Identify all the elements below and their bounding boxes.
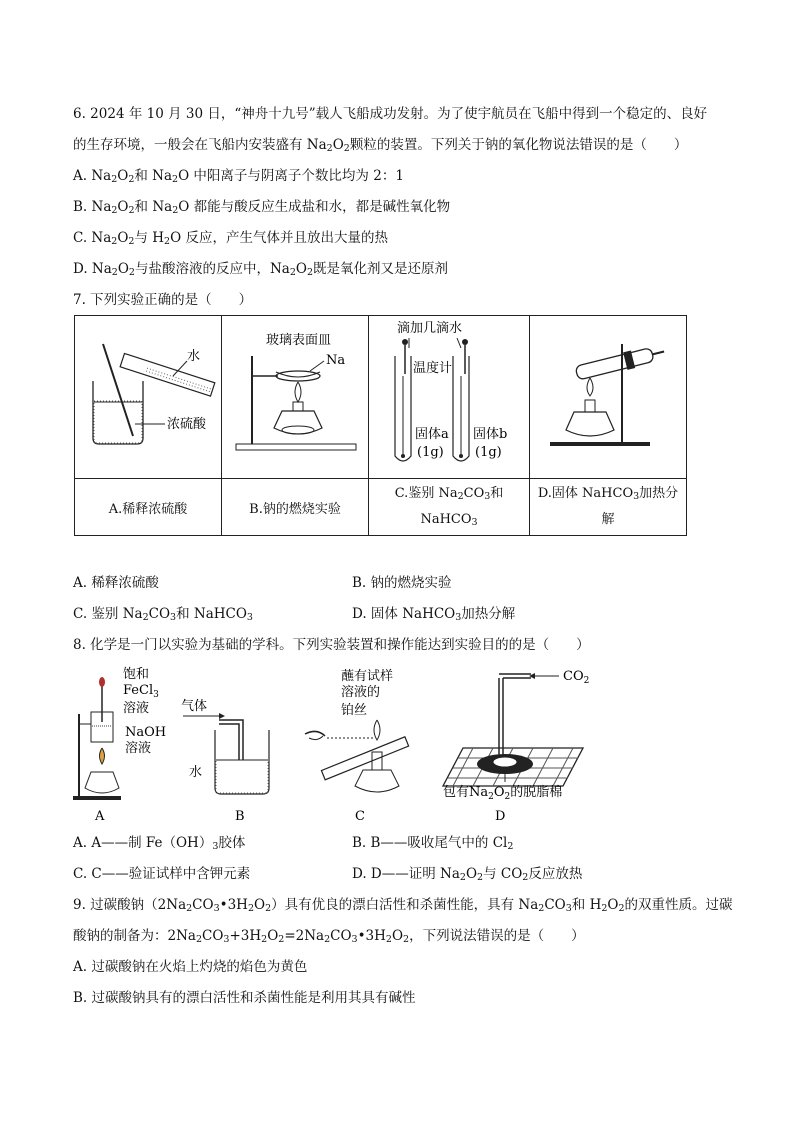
q6-option-a: A. $Na_2O_2$和 $Na_2O$ 中阳离子与阴离子个数比均为 2：1 xyxy=(73,168,404,185)
q6-stem-line1: 6. 2024 年 10 月 30 日，“神舟十九号”载人飞船成功发射。为了使宇航员在飞船中得到一个稳定的、良好 xyxy=(73,106,708,122)
mass-a-label: (1g) xyxy=(417,445,444,460)
water-label: 水 xyxy=(187,349,201,364)
gas-label: 气体 xyxy=(181,699,208,714)
q7-figure-table xyxy=(74,315,687,536)
sodium-burning-diagram xyxy=(222,316,368,478)
q8-stem: 8. 化学是一门以实验为基础的学科。下列实验装置和操作能达到实验目的的是（ ） xyxy=(73,637,590,653)
q7-option-d: D. 固体 NaHCO$_3$加热分解 xyxy=(352,606,516,623)
dish-label: 玻璃表面皿 xyxy=(266,333,332,348)
platinum-label-3: 铂丝 xyxy=(341,703,368,718)
q8-option-a: A. A——制 $Fe(OH)_3$胶体 xyxy=(73,835,246,852)
identify-carbonates-diagram xyxy=(369,316,529,478)
platinum-label-2: 溶液的 xyxy=(341,685,381,700)
q7-fig-d-cell xyxy=(530,316,687,479)
platinum-label-1: 蘸有试样 xyxy=(341,669,394,684)
q7-stem: 7. 下列实验正确的是（ ） xyxy=(73,292,253,308)
q7-caption-c: C.鉴别 $Na_2CO_3$和 NaHCO$_3$ xyxy=(369,479,530,536)
fig-d-letter: D xyxy=(495,809,506,824)
q9-stem-line1: 9. 过碳酸钠$(2Na_2CO_3•3H_2O_2)$具有优良的漂白活性和杀菌性能，具有 $Na_2CO_3$和 $H_2O_2$的双重性质。过碳 xyxy=(73,897,733,914)
acid-label: 浓硫酸 xyxy=(167,417,207,432)
na-label: Na xyxy=(326,353,346,368)
q7-caption-b: B.钠的燃烧实验 xyxy=(222,479,369,536)
q7-caption-d: D.固体 NaHCO$_3$加热分 解 xyxy=(530,479,687,536)
naoh-label: NaOH xyxy=(125,725,167,740)
sat-label: 饱和 xyxy=(123,667,150,682)
solid-b-label: 固体b xyxy=(473,427,508,442)
q6-option-c: C. $Na_2O_2$与 $H_2O$ 反应，产生气体并且放出大量的热 xyxy=(73,230,388,247)
fecl3-label: FeCl$_3$ xyxy=(123,683,159,700)
q6-option-b: B. $Na_2O_2$和 $Na_2O$ 都能与酸反应生成盐和水，都是碱性氧化物 xyxy=(73,199,451,216)
thermometer-label: 温度计 xyxy=(413,361,453,376)
fecl3-solution-label: 溶液 xyxy=(123,701,150,716)
q9-option-a: A. 过碳酸钠在火焰上灼烧的焰色为黄色 xyxy=(73,959,308,975)
q8-fig-b xyxy=(181,698,269,824)
q7-fig-a-cell xyxy=(75,316,222,479)
naoh-solution-label: 溶液 xyxy=(125,741,152,756)
mass-b-label: (1g) xyxy=(475,445,502,460)
q7-caption-a: A.稀释浓硫酸 xyxy=(75,479,222,536)
cotton-label: 包有$Na_2O_2$的脱脂棉 xyxy=(443,785,563,802)
q6-option-d: D. $Na_2O_2$与盐酸溶液的反应中，$Na_2O_2$既是氧化剂又是还原剂 xyxy=(73,261,449,278)
solid-a-label: 固体a xyxy=(415,427,449,442)
q9-option-b: B. 过碳酸钠具有的漂白活性和杀菌性能是利用其具有碱性 xyxy=(73,990,416,1006)
q8-fig-c xyxy=(305,668,409,824)
q8-option-c: C. C——验证试样中含钾元素 xyxy=(73,866,251,882)
q7-fig-c-cell xyxy=(369,316,530,479)
drops-label: 滴加几滴水 xyxy=(397,321,463,336)
q7-option-b: B. 钠的燃烧实验 xyxy=(352,575,452,591)
water-label-b: 水 xyxy=(189,765,203,780)
q7-fig-b-cell xyxy=(222,316,369,479)
heat-nahco3-diagram xyxy=(530,316,686,478)
q7-option-c: C. 鉴别 $Na_2CO_3$和 NaHCO$_3$ xyxy=(73,606,253,623)
dilute-sulfuric-acid-diagram xyxy=(75,316,221,478)
q8-apparatus-figure xyxy=(73,664,593,826)
q8-option-b: B. B——吸收尾气中的 $Cl_2$ xyxy=(352,835,514,852)
co2-label: $CO_2$ xyxy=(563,669,590,686)
q6-stem-line2: 的生存环境，一般会在飞船内安装盛有 $Na_2O_2$颗粒的装置。下列关于钠的氧化物说法错误的是（ ） xyxy=(73,137,688,154)
q8-option-d: D. D——证明 $Na_2O_2$与 $CO_2$反应放热 xyxy=(352,866,583,883)
fig-b-letter: B xyxy=(235,809,245,824)
q8-fig-a xyxy=(73,666,166,824)
fig-c-letter: C xyxy=(355,809,365,824)
fig-a-letter: A xyxy=(95,809,105,824)
q8-fig-d xyxy=(443,669,589,824)
q7-option-a: A. 稀释浓硫酸 xyxy=(73,575,159,591)
q9-stem-line2: 酸钠的制备为：$2Na_2CO_3+3H_2O_2=2Na_2CO_3•3H_2O_2$，下列说法错误的是（ ） xyxy=(73,928,585,945)
